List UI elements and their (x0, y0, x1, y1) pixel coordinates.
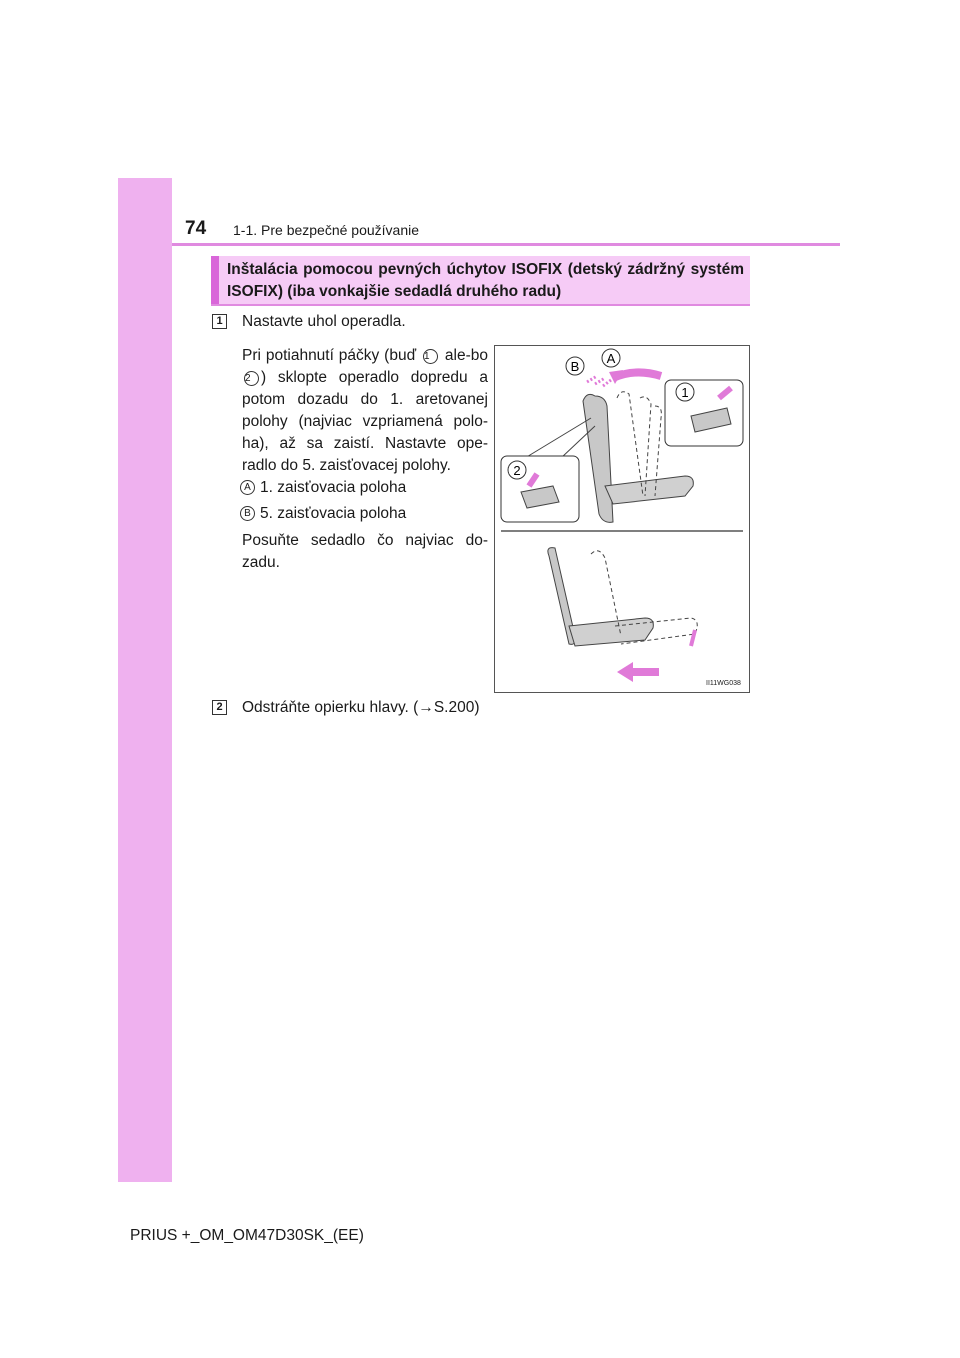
side-tab-band (118, 178, 172, 1182)
figure-label-b: B (570, 359, 580, 374)
legend-mark-a: A (240, 480, 255, 495)
ref-circle-2: 2 (244, 371, 259, 386)
legend-text-a: 1. zaisťovacia poloha (260, 479, 407, 496)
body-part-3: ) sklopte operadlo dopredu a potom dozadu do 1. aretovanej polohy (najviac vzpriamená polo-ha), až sa zaistí. Nastavte ope-radlo do 5. zaisťovacej polohy. (242, 369, 488, 474)
page-number: 74 (185, 218, 207, 239)
step-1-note: Posuňte sedadlo čo najviac do-zadu. (242, 532, 488, 571)
step-2-text: Odstráňte opierku hlavy. (→S.200) (242, 699, 480, 716)
section-title: 1-1. Pre bezpečné používanie (233, 222, 420, 238)
box-title: Inštalácia pomocou pevných úchytov ISOFIX (detský zádržný systém ISOFIX) (iba vonkajšie sedadlá druhého radu) (211, 256, 750, 304)
seat-bottom (548, 548, 697, 646)
figure-code: II11WG038 (706, 680, 741, 687)
body-part-2: ale-bo (444, 347, 488, 364)
figure-label-1: 1 (681, 385, 689, 400)
box-title-rule (211, 304, 750, 306)
footer-doc-code: PRIUS +_OM_OM47D30SK_(EE) (130, 1227, 364, 1244)
step-1-title: Nastavte uhol operadla. (242, 313, 406, 330)
step-2-badge: 2 (212, 700, 227, 715)
seat-illustration-svg (495, 346, 749, 692)
ref-circle-1: 1 (423, 349, 438, 364)
header-rule (172, 243, 840, 246)
step-1-badge: 1 (212, 314, 227, 329)
body-part-1: Pri potiahnutí páčky (buď (242, 347, 417, 364)
figure-label-2: 2 (513, 463, 521, 478)
seat-illustration (494, 345, 750, 693)
step-1-body (242, 345, 488, 477)
figure-label-a: A (606, 351, 616, 366)
legend-text-b: 5. zaisťovacia poloha (260, 505, 407, 522)
legend-mark-b: B (240, 506, 255, 521)
